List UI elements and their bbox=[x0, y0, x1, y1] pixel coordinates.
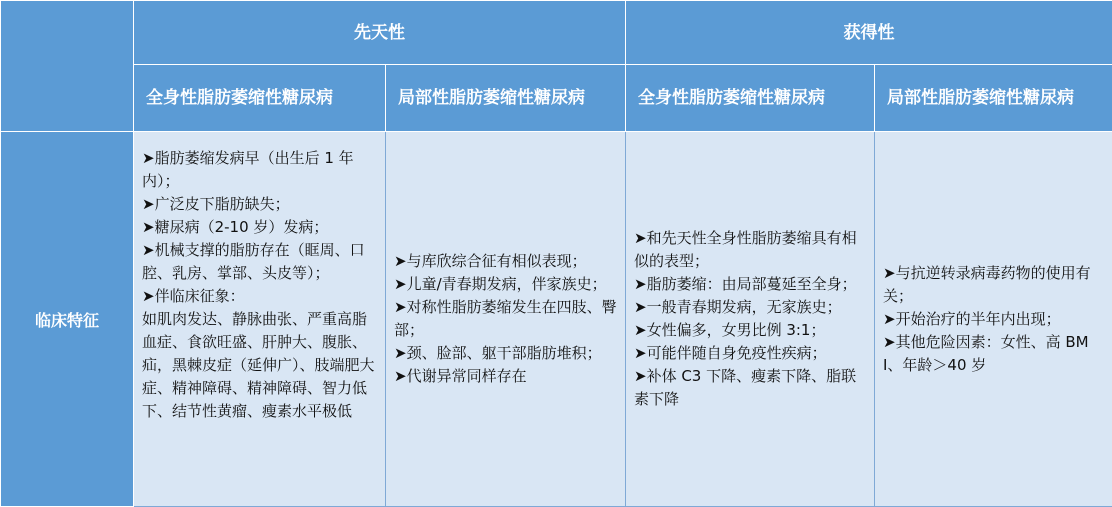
feature-line: ➤对称性脂肪萎缩发生在四肢、臀部； bbox=[394, 296, 617, 342]
feature-line: ➤女性偏多，女男比例 3:1； bbox=[634, 319, 866, 342]
feature-line: ➤其他危险因素：女性、高 BMI、年龄＞40 岁 bbox=[883, 331, 1104, 377]
row-label-clinical-features: 临床特征 bbox=[1, 132, 134, 507]
cell-acquired-generalized bbox=[626, 132, 875, 507]
feature-line: ➤儿童/青春期发病，伴家族史； bbox=[394, 273, 617, 296]
feature-line: ➤一般青春期发病，无家族史； bbox=[634, 296, 866, 319]
subheader-acquired-generalized: 全身性脂肪萎缩性糖尿病 bbox=[626, 65, 875, 132]
header-corner-cell bbox=[1, 1, 134, 132]
feature-line: ➤广泛皮下脂肪缺失； bbox=[142, 193, 377, 216]
feature-line: ➤和先天性全身性脂肪萎缩具有相似的表型； bbox=[634, 227, 866, 273]
feature-line: ➤脂肪萎缩发病早（出生后 1 年内）； bbox=[142, 147, 377, 193]
feature-line: ➤与抗逆转录病毒药物的使用有关； bbox=[883, 262, 1104, 308]
feature-line: ➤伴临床征象： bbox=[142, 285, 377, 308]
feature-line: ➤补体 C3 下降、瘦素下降、脂联素下降 bbox=[634, 365, 866, 411]
feature-line: 如肌肉发达、静脉曲张、严重高脂血症、食欲旺盛、肝肿大、腹胀、疝，黑棘皮症（延伸广）、肢端肥大症、精神障碍、精神障碍、智力低下、结节性黄瘤、瘦素水平极低 bbox=[142, 308, 377, 423]
subheader-acquired-partial: 局部性脂肪萎缩性糖尿病 bbox=[875, 65, 1112, 132]
cell-congenital-generalized bbox=[134, 132, 386, 507]
cell-congenital-partial bbox=[386, 132, 626, 507]
feature-line: ➤与库欣综合征有相似表现； bbox=[394, 250, 617, 273]
subheader-congenital-partial: 局部性脂肪萎缩性糖尿病 bbox=[386, 65, 626, 132]
feature-line: ➤颈、脸部、躯干部脂肪堆积； bbox=[394, 342, 617, 365]
header-acquired: 获得性 bbox=[626, 1, 1112, 65]
subheader-congenital-generalized: 全身性脂肪萎缩性糖尿病 bbox=[134, 65, 386, 132]
feature-line: ➤糖尿病（2-10 岁）发病； bbox=[142, 216, 377, 239]
feature-line: ➤脂肪萎缩：由局部蔓延至全身； bbox=[634, 273, 866, 296]
feature-line: ➤可能伴随自身免疫性疾病； bbox=[634, 342, 866, 365]
cell-acquired-partial bbox=[875, 132, 1112, 507]
feature-line: ➤开始治疗的半年内出现； bbox=[883, 308, 1104, 331]
feature-line: ➤机械支撑的脂肪存在（眶周、口腔、乳房、掌部、头皮等）； bbox=[142, 239, 377, 285]
feature-line: ➤代谢异常同样存在 bbox=[394, 365, 617, 388]
header-congenital: 先天性 bbox=[134, 1, 626, 65]
